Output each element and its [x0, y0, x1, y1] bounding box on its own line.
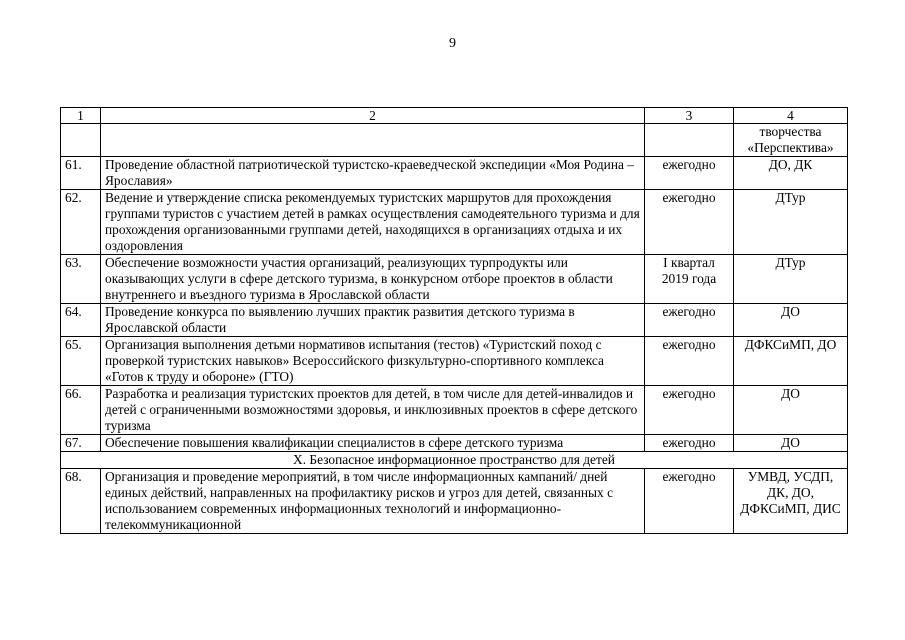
term-cell: ежегодно — [645, 386, 734, 435]
plan-table — [60, 107, 848, 534]
row-number-cell: 66. — [61, 386, 101, 435]
row-number-cell: 67. — [61, 435, 101, 452]
row-number-cell: 65. — [61, 337, 101, 386]
activity-cell: Проведение конкурса по выявлению лучших практик развития детского туризма в Ярославской области — [101, 304, 645, 337]
table-row — [61, 386, 848, 435]
responsible-cell: ДО — [734, 304, 848, 337]
column-responsible-header: 4 — [734, 108, 848, 124]
responsible-cell: ДТур — [734, 190, 848, 255]
term-cell: ежегодно — [645, 304, 734, 337]
responsible-cell: ДО, ДК — [734, 157, 848, 190]
table-row — [61, 255, 848, 304]
continuation-row — [61, 124, 848, 157]
term-cell: ежегодно — [645, 469, 734, 534]
activity-cell: Организация и проведение мероприятий, в том числе информационных кампаний/ дней единых действий, направленных на профилактику рисков и угроз для детей, связанных с использованием современных информационных технологий и информационно-телекоммуникационной — [101, 469, 645, 534]
table-row — [61, 337, 848, 386]
row-number-cell: 64. — [61, 304, 101, 337]
column-term-header: 3 — [645, 108, 734, 124]
term-cell: ежегодно — [645, 337, 734, 386]
activity-cell: Ведение и утверждение списка рекомендуемых туристских маршрутов для прохождения группами туристов с участием детей в рамках осуществления самодеятельного туризма и для прохождения организованными группами детей, находящихся в организациях отдыха и их оздоровления — [101, 190, 645, 255]
term-cell: ежегодно — [645, 157, 734, 190]
activity-cell: Организация выполнения детьми нормативов испытания (тестов) «Туристский поход с проверкой туристских навыков» Всероссийского физкультурно-спортивного комплекса «Готов к труду и обороне» (ГТО) — [101, 337, 645, 386]
activity-cell: Обеспечение возможности участия организаций, реализующих турпродукты или оказывающих услуги в сфере детского туризма, в конкурсном отборе проектов в области внутреннего и въездного туризма в Ярославской области — [101, 255, 645, 304]
table-row — [61, 190, 848, 255]
table-row — [61, 435, 848, 452]
responsible-cell: творчества «Перспектива» — [734, 124, 848, 157]
column-activity-header: 2 — [101, 108, 645, 124]
page-number: 9 — [449, 36, 456, 51]
table-row — [61, 157, 848, 190]
term-cell: I квартал 2019 года — [645, 255, 734, 304]
row-number-cell: 63. — [61, 255, 101, 304]
activity-cell: Проведение областной патриотической туристско-краеведческой экспедиции «Моя Родина – Ярославия» — [101, 157, 645, 190]
section-row — [61, 452, 848, 469]
term-cell: ежегодно — [645, 190, 734, 255]
activity-cell: Обеспечение повышения квалификации специалистов в сфере детского туризма — [101, 435, 645, 452]
responsible-cell: ДТур — [734, 255, 848, 304]
responsible-cell: ДФКСиМП, ДО — [734, 337, 848, 386]
row-number-cell: 68. — [61, 469, 101, 534]
column-number-header: 1 — [61, 108, 101, 124]
row-number-cell: 61. — [61, 157, 101, 190]
responsible-cell: УМВД, УСДП, ДК, ДО, ДФКСиМП, ДИС — [734, 469, 848, 534]
activity-cell: Разработка и реализация туристских проектов для детей, в том числе для детей-инвалидов и детей с ограниченными возможностями здоровья, и инклюзивных проектов в сфере детского туризма — [101, 386, 645, 435]
responsible-cell: ДО — [734, 386, 848, 435]
section-title: X. Безопасное информационное пространство для детей — [61, 452, 848, 469]
term-cell: ежегодно — [645, 435, 734, 452]
table-row — [61, 304, 848, 337]
row-number-cell: 62. — [61, 190, 101, 255]
responsible-cell: ДО — [734, 435, 848, 452]
table-header-row — [61, 108, 848, 124]
table-row — [61, 469, 848, 534]
